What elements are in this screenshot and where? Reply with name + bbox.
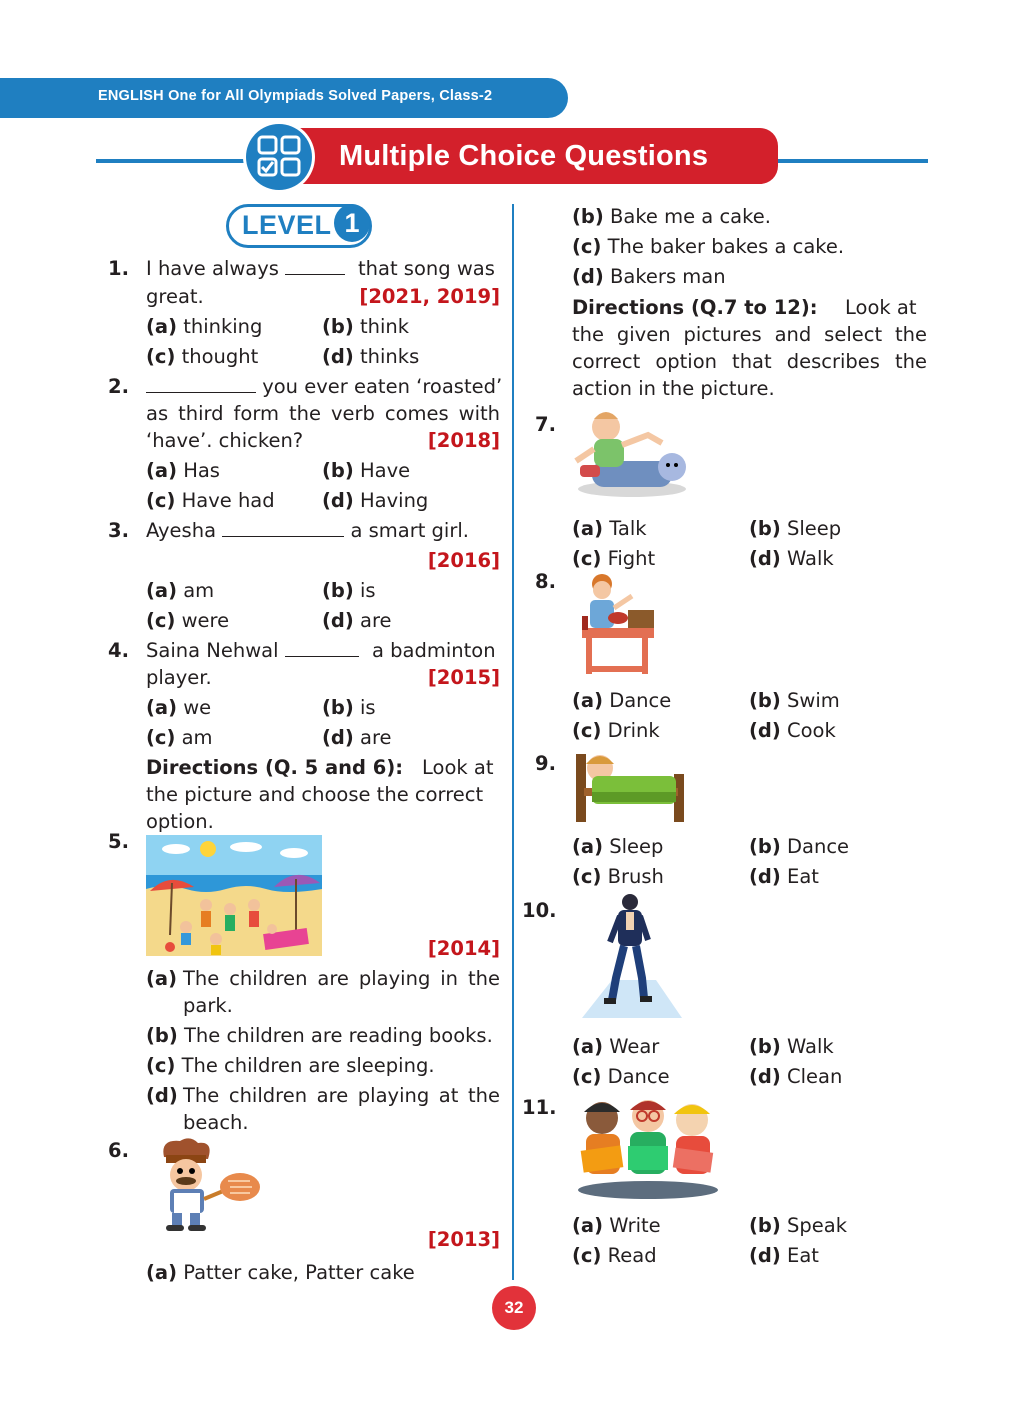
question-text: you ever eaten ‘roasted’: [146, 373, 502, 400]
option: (b) Swim: [749, 689, 840, 712]
fighting-kids-picture: [572, 405, 692, 499]
directions-text: Look at: [845, 296, 917, 319]
question-number: 4.: [108, 639, 129, 662]
option: (b) The children are reading books.: [146, 1024, 493, 1047]
question-number: 6.: [108, 1139, 129, 1162]
header-rule-right: [760, 159, 928, 163]
question-text: Ayesha a smart girl.: [146, 519, 469, 542]
question-number: 1.: [108, 257, 129, 280]
option: (b) is: [322, 696, 376, 719]
option: (d) Eat: [749, 865, 819, 888]
option: (d) Eat: [749, 1244, 819, 1267]
walking-man-picture: [572, 892, 692, 1020]
year-tag: [2016]: [427, 549, 500, 572]
directions-text: the picture and choose the correct: [146, 783, 484, 806]
directions-text: the given pictures and select the: [572, 323, 927, 346]
directions-text: action in the picture.: [572, 377, 775, 400]
question-text: great.: [146, 285, 204, 308]
option-text: beach.: [183, 1111, 249, 1134]
mcq-icon: [246, 124, 312, 190]
question-number: 11.: [522, 1096, 557, 1119]
question-text: Saina Nehwal: [146, 637, 359, 664]
year-tag: [2013]: [427, 1228, 500, 1251]
question-text: as third form the verb comes with: [146, 402, 500, 425]
question-text: ‘have’. chicken?: [146, 429, 304, 452]
question-text: that song was: [358, 257, 495, 280]
year-tag: [2018]: [427, 429, 500, 452]
directions-text: Look at: [422, 756, 494, 779]
option-text: park.: [183, 994, 233, 1017]
year-tag: [2014]: [427, 937, 500, 960]
option: (a) thinking: [146, 315, 263, 338]
option: (c) thought: [146, 345, 259, 368]
answer-blank: [285, 638, 359, 657]
option: (b) think: [322, 315, 410, 338]
option: (c) Brush: [572, 865, 664, 888]
option: (c) Drink: [572, 719, 660, 742]
option: (a) Talk: [572, 517, 647, 540]
option: (d) thinks: [322, 345, 420, 368]
option: (b) Dance: [749, 835, 850, 858]
option: (a) Has: [146, 459, 220, 482]
option: (d) Bakers man: [572, 265, 726, 288]
option: (a) Sleep: [572, 835, 664, 858]
option: (d) Having: [322, 489, 429, 512]
option: (d): [146, 1084, 178, 1107]
year-tag: [2015]: [427, 666, 500, 689]
option: (a) Dance: [572, 689, 672, 712]
option: (d) Clean: [749, 1065, 843, 1088]
option: (d) Walk: [749, 547, 834, 570]
reading-kids-picture: [572, 1092, 724, 1200]
option: (c) Have had: [146, 489, 275, 512]
page-number: 32: [504, 1298, 524, 1317]
option: (b) Bake me a cake.: [572, 205, 771, 228]
year-tag: [2021, 2019]: [359, 285, 500, 308]
answer-blank: [146, 374, 256, 393]
option: (c) Read: [572, 1244, 657, 1267]
section-title: Multiple Choice Questions: [339, 140, 709, 172]
question-number: 3.: [108, 519, 129, 542]
option: (d) are: [322, 726, 392, 749]
column-divider: [512, 204, 514, 1280]
directions-heading: Directions (Q.7 to 12):: [572, 296, 818, 319]
option: (d) Cook: [749, 719, 836, 742]
question-number: 2.: [108, 375, 129, 398]
option: (c) The children are sleeping.: [146, 1054, 435, 1077]
option-text: The children are playing at the: [183, 1084, 500, 1107]
question-number: 7.: [535, 413, 556, 436]
question-number: 9.: [535, 752, 556, 775]
option: (a) Patter cake, Patter cake: [146, 1261, 415, 1284]
option: (b) Walk: [749, 1035, 834, 1058]
question-text: player.: [146, 666, 212, 689]
option-text: The children are playing in the: [183, 967, 500, 990]
directions-heading: Directions (Q. 5 and 6):: [146, 756, 404, 779]
option: (a) Write: [572, 1214, 661, 1237]
beach-picture: [146, 835, 322, 956]
option: (d) are: [322, 609, 392, 632]
option: (c) Fight: [572, 547, 656, 570]
option: (b) Have: [322, 459, 411, 482]
option: (b) Speak: [749, 1214, 847, 1237]
option: (b) Sleep: [749, 517, 842, 540]
option: (c) were: [146, 609, 230, 632]
option: (c) Dance: [572, 1065, 670, 1088]
option: (a) Wear: [572, 1035, 660, 1058]
option: (c) am: [146, 726, 213, 749]
level-number: 1: [334, 204, 370, 242]
option: (b) is: [322, 579, 376, 602]
book-title: ENGLISH One for All Olympiads Solved Papers, Class-2: [98, 88, 493, 104]
question-number: 5.: [108, 830, 129, 853]
level-label: LEVEL: [242, 210, 332, 240]
question-number: 8.: [535, 570, 556, 593]
option: (a) we: [146, 696, 212, 719]
question-text: I have always: [146, 255, 345, 282]
answer-blank: [285, 256, 345, 275]
option: (a) am: [146, 579, 215, 602]
answer-blank: [222, 518, 344, 537]
option: (c) The baker bakes a cake.: [572, 235, 845, 258]
question-text: a badminton: [372, 639, 496, 662]
sleeping-picture: [574, 748, 686, 824]
baker-picture: [146, 1137, 262, 1233]
question-number: 10.: [522, 899, 557, 922]
cooking-picture: [576, 570, 658, 678]
option: (a): [146, 967, 177, 990]
directions-text: correct option that describes the: [572, 350, 927, 373]
directions-text: option.: [146, 810, 214, 833]
